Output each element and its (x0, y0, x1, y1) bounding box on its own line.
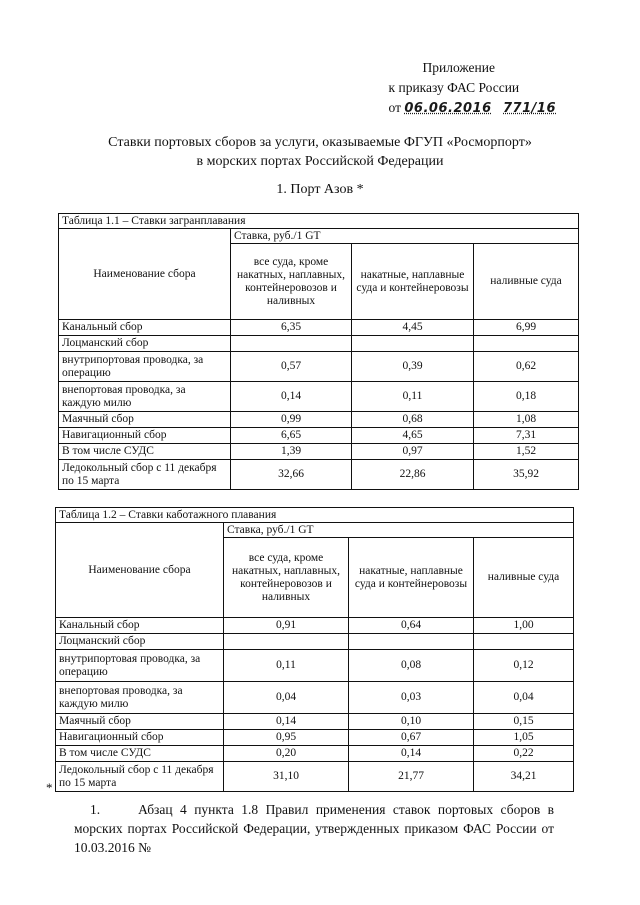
rate-roro-cell: 22,86 (352, 460, 474, 490)
rate-roro-cell: 4,45 (352, 320, 474, 336)
port-heading: 1. Порт Азов * (276, 182, 364, 197)
table-row (56, 618, 574, 634)
table-row (59, 460, 579, 490)
column-header-all-vessels: все суда, кроме накатных, наплавных, контейнеровозов и наливных (231, 244, 352, 320)
column-header-roro: накатные, наплавные суда и контейнеровозы (352, 244, 474, 320)
rate-tankers-cell: 1,05 (474, 730, 574, 746)
order-label: к приказу ФАС России (388, 80, 520, 95)
table-row (56, 746, 574, 762)
order-number: 771/16 (503, 101, 556, 116)
fee-name-cell: внутрипортовая проводка, за операцию (56, 650, 224, 682)
table-row (56, 714, 574, 730)
column-header-all-vessels: все суда, кроме накатных, наплавных, контейнеровозов и наливных (224, 538, 349, 618)
appendix-block (389, 58, 556, 119)
rate-tankers-cell (474, 336, 579, 352)
table-row (59, 352, 579, 382)
table-row (56, 634, 574, 650)
rate-tankers-cell: 6,99 (474, 320, 579, 336)
column-header-tankers: наливные суда (474, 244, 579, 320)
rate-tankers-cell: 0,15 (474, 714, 574, 730)
fee-name-cell: внутрипортовая проводка, за операцию (59, 352, 231, 382)
rate-all-vessels-cell: 0,11 (224, 650, 349, 682)
rate-tankers-cell: 0,18 (474, 382, 579, 412)
rate-roro-cell: 0,10 (349, 714, 474, 730)
table-row (56, 730, 574, 746)
footnote-mark: * (46, 780, 53, 795)
table-row (59, 336, 579, 352)
rate-all-vessels-cell: 0,04 (224, 682, 349, 714)
rate-all-vessels-cell: 0,57 (231, 352, 352, 382)
table-cabotage-navigation (55, 507, 574, 792)
rate-all-vessels-cell: 0,20 (224, 746, 349, 762)
table-row (59, 320, 579, 336)
rate-label: Ставка, руб./1 GT (224, 523, 574, 538)
fee-name-cell: Ледокольный сбор с 11 декабря по 15 марта (59, 460, 231, 490)
rate-tankers-cell: 0,62 (474, 352, 579, 382)
order-date-line (389, 98, 556, 119)
table-caption: Таблица 1.2 – Ставки каботажного плавания (56, 508, 574, 523)
fee-name-cell: Навигационный сбор (56, 730, 224, 746)
rate-tankers-cell: 0,12 (474, 650, 574, 682)
rate-all-vessels-cell (231, 336, 352, 352)
title-line-2: в морских портах Российской Федерации (196, 154, 444, 169)
rate-roro-cell: 0,08 (349, 650, 474, 682)
rate-all-vessels-cell: 0,95 (224, 730, 349, 746)
rate-tankers-cell (474, 634, 574, 650)
rate-all-vessels-cell: 0,14 (224, 714, 349, 730)
fee-name-cell: Ледокольный сбор с 11 декабря по 15 марта (56, 762, 224, 792)
table-foreign-navigation (58, 213, 579, 490)
rate-roro-cell: 0,03 (349, 682, 474, 714)
rate-roro-cell (352, 336, 474, 352)
table-row (56, 650, 574, 682)
table-row (56, 682, 574, 714)
rate-roro-cell: 4,65 (352, 428, 474, 444)
column-header-name: Наименование сбора (56, 523, 224, 618)
fee-name-cell: В том числе СУДС (56, 746, 224, 762)
rate-all-vessels-cell: 1,39 (231, 444, 352, 460)
fee-name-cell: Канальный сбор (59, 320, 231, 336)
fee-name-cell: Канальный сбор (56, 618, 224, 634)
rate-label: Ставка, руб./1 GT (231, 229, 579, 244)
column-header-tankers: наливные суда (474, 538, 574, 618)
rate-tankers-cell: 7,31 (474, 428, 579, 444)
fee-name-cell: внепортовая проводка, за каждую милю (59, 382, 231, 412)
rate-tankers-cell: 35,92 (474, 460, 579, 490)
fee-name-cell: Маячный сбор (56, 714, 224, 730)
rate-tankers-cell: 0,04 (474, 682, 574, 714)
fee-name-cell: Лоцманский сбор (59, 336, 231, 352)
column-header-roro: накатные, наплавные суда и контейнеровозы (349, 538, 474, 618)
table-row (59, 382, 579, 412)
order-date: 06.06.2016 (404, 101, 492, 116)
table-row (59, 412, 579, 428)
rate-roro-cell: 0,11 (352, 382, 474, 412)
rate-all-vessels-cell: 32,66 (231, 460, 352, 490)
rate-tankers-cell: 34,21 (474, 762, 574, 792)
footnote-paragraph (74, 800, 554, 857)
table-row (56, 762, 574, 792)
table-row (59, 444, 579, 460)
rate-tankers-cell: 0,22 (474, 746, 574, 762)
rate-all-vessels-cell: 0,99 (231, 412, 352, 428)
fee-name-cell: Навигационный сбор (59, 428, 231, 444)
appendix-label: Приложение (422, 60, 495, 75)
rate-roro-cell: 0,67 (349, 730, 474, 746)
rate-roro-cell: 21,77 (349, 762, 474, 792)
rate-roro-cell: 0,64 (349, 618, 474, 634)
footnote-text: Абзац 4 пункта 1.8 Правил применения ставок портовых сборов в морских портах Российской Федерации, утвержденных приказом ФАС России от 10.03.2016 № (74, 802, 554, 855)
fee-name-cell: Маячный сбор (59, 412, 231, 428)
rate-tankers-cell: 1,00 (474, 618, 574, 634)
rate-roro-cell: 0,97 (352, 444, 474, 460)
rate-all-vessels-cell: 0,91 (224, 618, 349, 634)
fee-name-cell: внепортовая проводка, за каждую милю (56, 682, 224, 714)
rate-all-vessels-cell: 6,65 (231, 428, 352, 444)
rate-roro-cell (349, 634, 474, 650)
rate-all-vessels-cell: 6,35 (231, 320, 352, 336)
rate-roro-cell: 0,39 (352, 352, 474, 382)
fee-name-cell: Лоцманский сбор (56, 634, 224, 650)
rate-roro-cell: 0,68 (352, 412, 474, 428)
rate-tankers-cell: 1,08 (474, 412, 579, 428)
rate-all-vessels-cell: 0,14 (231, 382, 352, 412)
rate-all-vessels-cell: 31,10 (224, 762, 349, 792)
rate-all-vessels-cell (224, 634, 349, 650)
from-label: от (388, 100, 402, 115)
table-row (59, 428, 579, 444)
rate-roro-cell: 0,14 (349, 746, 474, 762)
title-line-1: Ставки портовых сборов за услуги, оказываемые ФГУП «Росморпорт» (108, 135, 532, 150)
column-header-name: Наименование сбора (59, 229, 231, 320)
page-title (60, 133, 580, 171)
table-caption: Таблица 1.1 – Ставки загранплавания (59, 214, 579, 229)
rate-tankers-cell: 1,52 (474, 444, 579, 460)
footnote-number: 1. (90, 802, 101, 817)
fee-name-cell: В том числе СУДС (59, 444, 231, 460)
